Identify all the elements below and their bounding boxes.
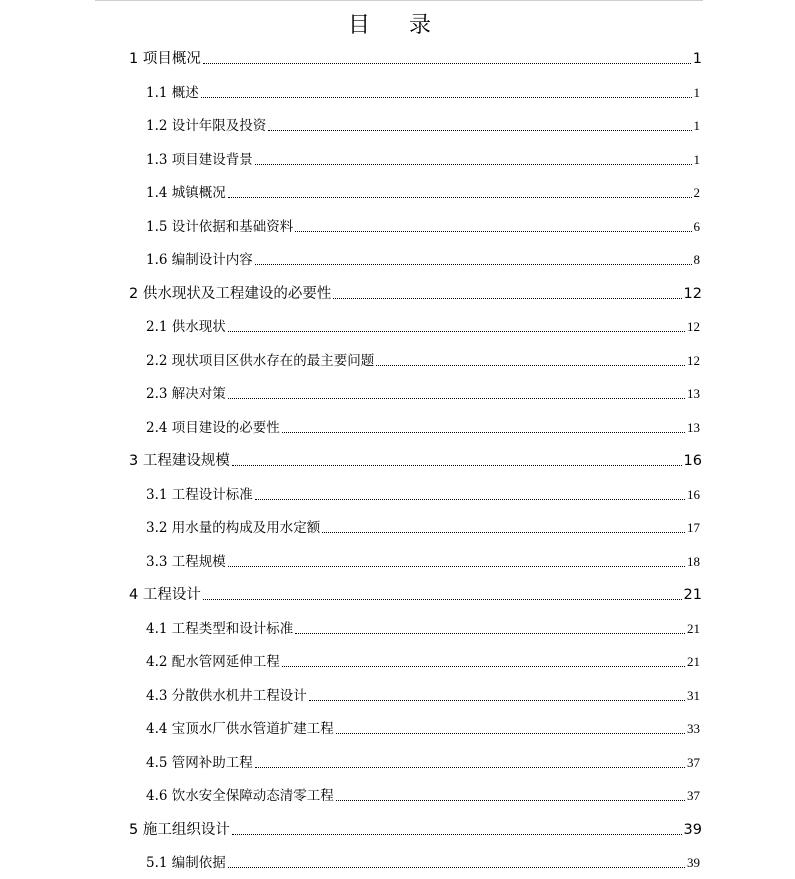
toc-entry[interactable] [146,685,700,705]
toc-entry-page: 37 [687,755,700,770]
dot-leader [336,732,685,734]
toc-entry-page: 21 [687,654,700,669]
toc-entry-label: 4.2 配水管网延伸工程 [146,654,280,670]
toc-entry-page: 18 [687,554,700,569]
toc-entry-label: 2.3 解决对策 [146,386,226,402]
toc-entry[interactable] [146,752,700,772]
toc-entry[interactable] [146,350,700,370]
toc-entry[interactable] [129,283,702,303]
toc-entry-page: 8 [693,252,700,267]
toc-entry[interactable] [146,484,700,504]
dot-leader [228,866,685,868]
toc-entry-page: 1 [692,51,702,67]
toc-entry-label: 2.4 项目建设的必要性 [146,420,280,436]
toc-entry[interactable] [146,216,700,236]
toc-entry-label: 3 工程建设规模 [129,453,230,469]
toc-entry[interactable] [146,785,700,805]
toc-entry-label: 3.3 工程规模 [146,554,226,570]
toc-entry[interactable] [146,383,700,403]
toc-entry-page: 12 [687,353,700,368]
toc-entry-page: 37 [687,788,700,803]
toc-entry-label: 4.1 工程类型和设计标准 [146,621,294,637]
toc-entry[interactable] [146,249,700,269]
dot-leader [255,498,685,500]
toc-entry-page: 16 [687,487,700,502]
toc-entry-page: 1 [693,85,700,100]
toc-entry-label: 2.1 供水现状 [146,319,226,335]
dot-leader [228,565,685,567]
toc-entry[interactable] [146,852,700,872]
dot-leader [282,665,685,667]
top-divider [95,0,703,1]
dot-leader [295,632,685,634]
dot-leader [333,297,681,299]
toc-entry-label: 5.1 编制依据 [146,855,226,871]
toc-entry[interactable] [146,718,700,738]
toc-entry[interactable] [146,551,700,571]
toc-entry-label: 4.4 宝顶水厂供水管道扩建工程 [146,721,334,737]
toc-entry-label: 4 工程设计 [129,587,201,603]
dot-leader [228,397,685,399]
toc-entry-label: 1.3 项目建设背景 [146,152,253,168]
toc-entry-page: 21 [687,621,700,636]
toc-entry-label: 4.3 分散供水机井工程设计 [146,688,307,704]
dot-leader [228,196,692,198]
toc-entry-label: 2 供水现状及工程建设的必要性 [129,286,332,302]
toc-entry-label: 3.1 工程设计标准 [146,487,253,503]
toc-entry-label: 5 施工组织设计 [129,822,230,838]
toc-entry-label: 1.1 概述 [146,85,199,101]
toc-entry-label: 1 项目概况 [129,51,201,67]
toc-entry-label: 1.2 设计年限及投资 [146,118,267,134]
toc-entry-page: 13 [687,420,700,435]
dot-leader [336,799,685,801]
toc-entry-label: 1.6 编制设计内容 [146,252,253,268]
toc-entry-label: 2.2 现状项目区供水存在的最主要问题 [146,353,375,369]
toc-entry-page: 1 [693,152,700,167]
dot-leader [232,833,682,835]
dot-leader [201,96,692,98]
dot-leader [203,598,682,600]
toc-entry[interactable] [146,115,700,135]
dot-leader [376,364,685,366]
toc-entry[interactable] [129,584,702,604]
dot-leader [309,699,685,701]
toc-entry-page: 6 [693,219,700,234]
toc-entry[interactable] [146,517,700,537]
toc-entry-page: 16 [683,453,702,469]
toc-entry-label: 4.6 饮水安全保障动态清零工程 [146,788,334,804]
toc-entry[interactable] [146,182,700,202]
toc-entry-page: 13 [687,386,700,401]
toc-entry[interactable] [129,48,702,68]
dot-leader [203,62,691,64]
toc-entry-page: 17 [687,520,700,535]
toc-entry[interactable] [146,316,700,336]
toc-entry-page: 2 [693,185,700,200]
dot-leader [295,230,691,232]
toc-entry-page: 12 [683,286,702,302]
toc-entry[interactable] [129,819,702,839]
toc-entry[interactable] [146,82,700,102]
toc-entry[interactable] [146,149,700,169]
toc-entry-label: 3.2 用水量的构成及用水定额 [146,520,321,536]
toc-entry-label: 4.5 管网补助工程 [146,755,253,771]
toc-entry-label: 1.4 城镇概况 [146,185,226,201]
dot-leader [268,129,691,131]
toc-entry-page: 1 [693,118,700,133]
toc-entry[interactable] [146,651,700,671]
dot-leader [232,464,682,466]
toc-entry-page: 12 [687,319,700,334]
dot-leader [255,766,685,768]
toc-entry-page: 33 [687,721,700,736]
dot-leader [255,263,692,265]
toc-entry[interactable] [146,618,700,638]
page-title: 目 录 [348,13,447,38]
toc-entry-page: 39 [687,855,700,870]
dot-leader [282,431,685,433]
dot-leader [322,531,685,533]
dot-leader [228,330,685,332]
toc-entry[interactable] [146,417,700,437]
toc-entry-page: 31 [687,688,700,703]
toc-entry-page: 39 [683,822,702,838]
toc-entry-label: 1.5 设计依据和基础资料 [146,219,294,235]
toc-entry-page: 21 [683,587,702,603]
toc-entry[interactable] [129,450,702,470]
dot-leader [255,163,692,165]
